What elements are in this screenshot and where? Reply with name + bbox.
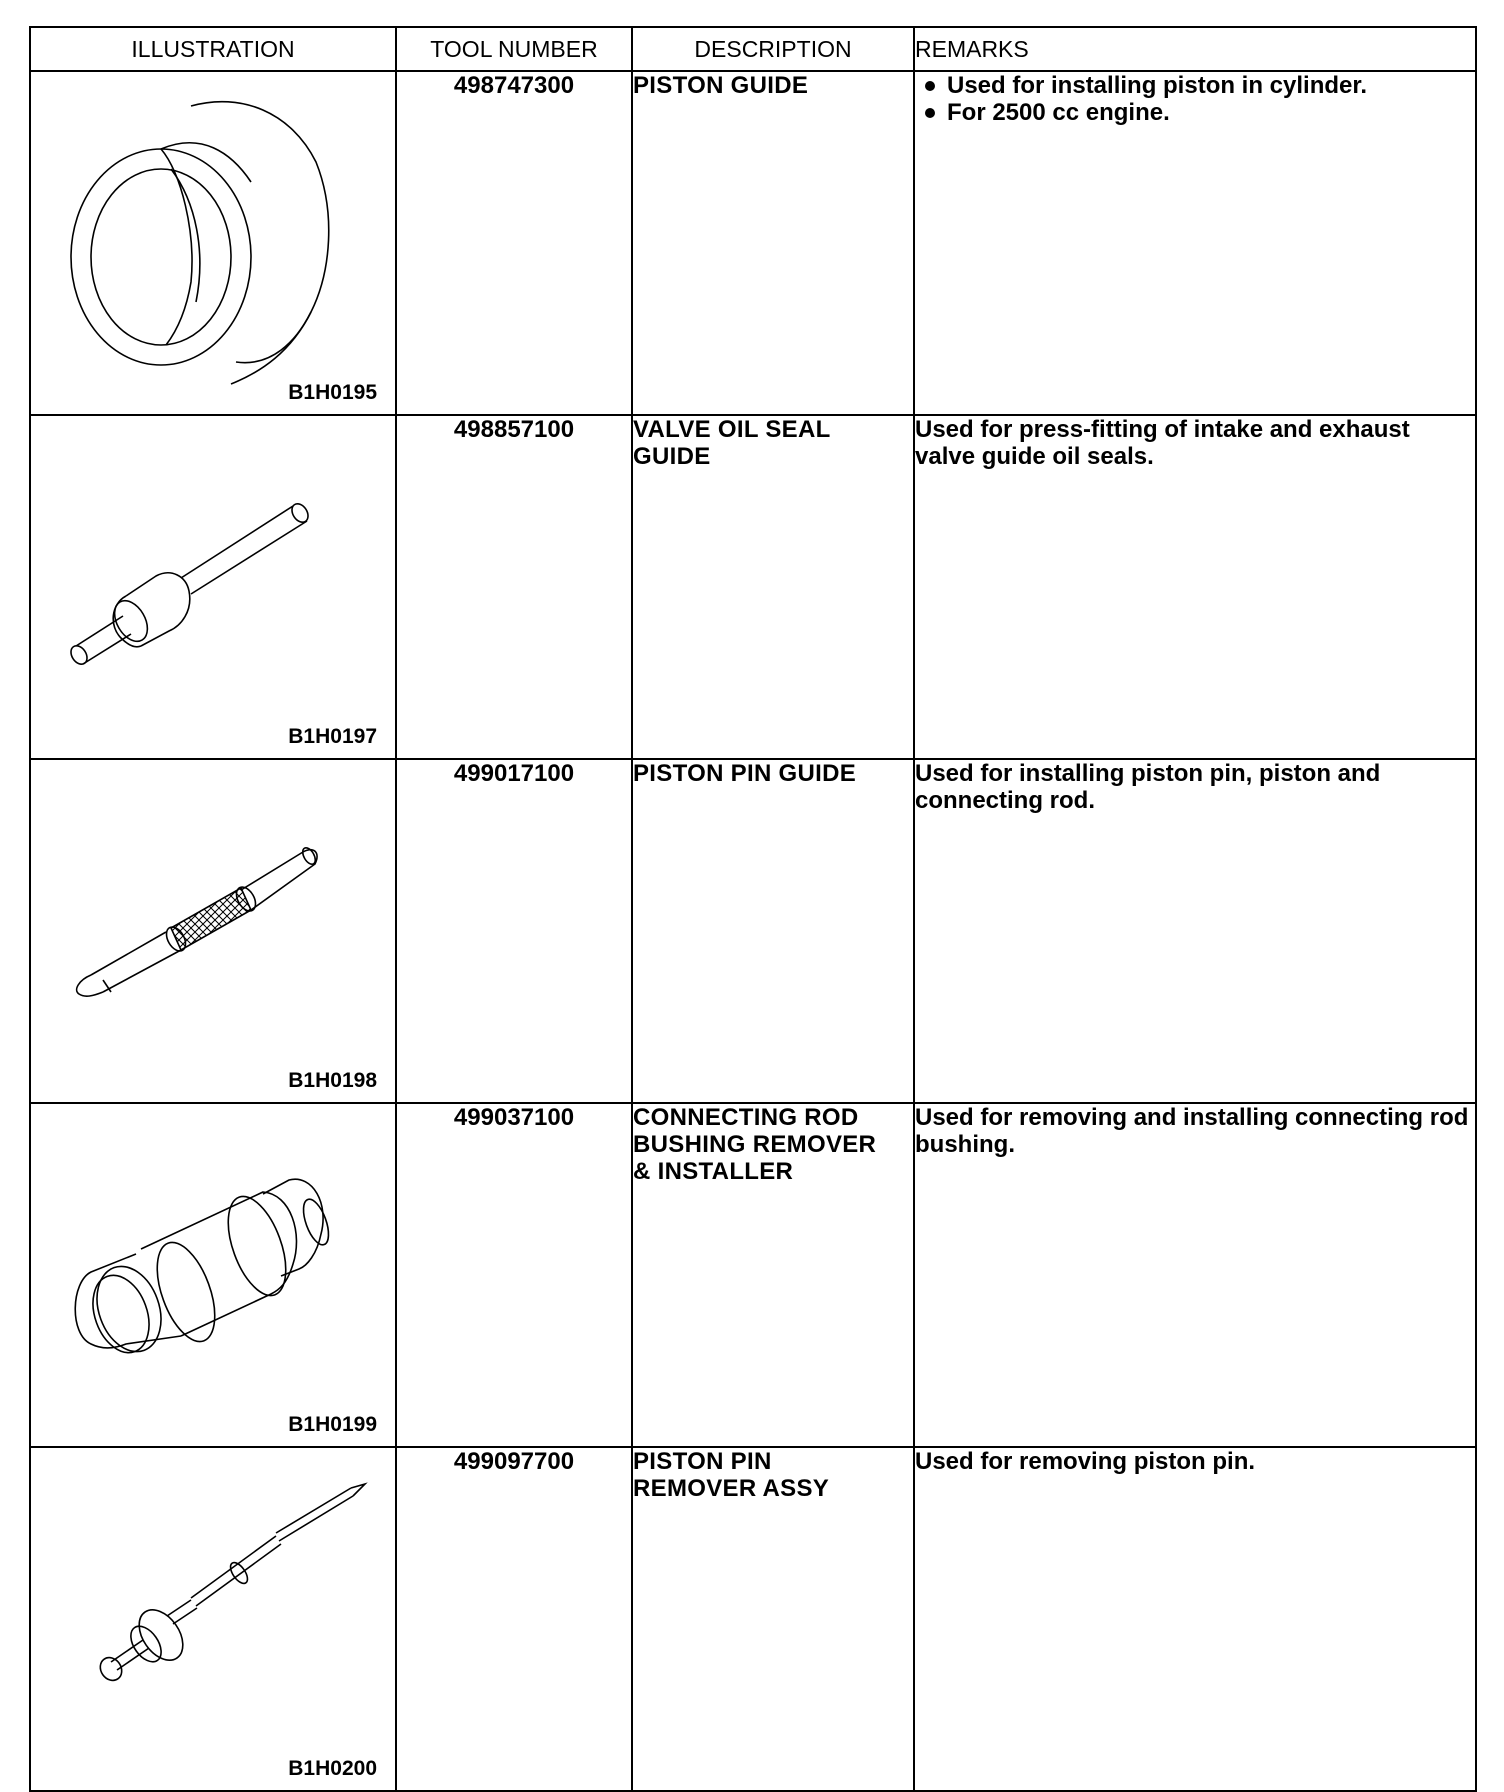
header-illustration: ILLUSTRATION — [30, 27, 396, 71]
remarks-cell — [914, 1103, 1476, 1447]
bullet-icon — [925, 81, 935, 91]
tool-number: 498857100 — [453, 416, 575, 443]
remark-text: Used for removing and installing connecting rod bushing. — [915, 1104, 1469, 1158]
figure-code: B1H0198 — [288, 1069, 377, 1092]
figure-code: B1H0200 — [288, 1757, 377, 1780]
illustration-cell — [30, 759, 396, 1103]
table-row — [30, 1103, 1476, 1447]
valve-oil-seal-guide-icon — [31, 416, 395, 756]
illustration-cell — [30, 71, 396, 415]
tool-description: PISTON GUIDE — [633, 72, 809, 99]
table-row — [30, 415, 1476, 759]
piston-guide-ring-icon — [31, 72, 395, 412]
tool-description: PISTON PIN REMOVER ASSY — [633, 1448, 830, 1502]
description-cell — [632, 415, 914, 759]
header-description: DESCRIPTION — [632, 27, 914, 71]
tool-number: 498747300 — [453, 72, 575, 99]
special-tools-table — [29, 26, 1477, 1792]
remark-text: Used for removing piston pin. — [915, 1448, 1256, 1475]
remark-item: For 2500 cc engine. — [915, 99, 1475, 126]
tool-number-cell — [396, 1103, 632, 1447]
illustration-cell — [30, 1103, 396, 1447]
description-cell — [632, 71, 914, 415]
tool-number: 499097700 — [453, 1448, 575, 1475]
table-row — [30, 71, 1476, 415]
remark-item: Used for installing piston in cylinder. — [915, 72, 1475, 99]
tool-description: CONNECTING ROD BUSHING REMOVER & INSTALLER — [633, 1104, 877, 1185]
description-cell — [632, 1447, 914, 1791]
tool-description: VALVE OIL SEAL GUIDE — [633, 416, 831, 470]
remarks-cell — [914, 759, 1476, 1103]
table-row — [30, 759, 1476, 1103]
tool-number-cell — [396, 1447, 632, 1791]
tool-description: PISTON PIN GUIDE — [633, 760, 857, 787]
illustration-cell — [30, 1447, 396, 1791]
remark-text: Used for installing piston pin, piston and connecting rod. — [915, 760, 1381, 814]
remarks-cell — [914, 71, 1476, 415]
figure-code: B1H0199 — [288, 1413, 377, 1436]
header-tool-number: TOOL NUMBER — [396, 27, 632, 71]
header-remarks: REMARKS — [914, 27, 1476, 71]
remarks-cell — [914, 1447, 1476, 1791]
remarks-list — [915, 72, 1475, 126]
tool-number-cell — [396, 71, 632, 415]
illustration-cell — [30, 415, 396, 759]
table-row — [30, 1447, 1476, 1791]
tool-number: 499017100 — [453, 760, 575, 787]
tool-number: 499037100 — [453, 1104, 575, 1131]
description-cell — [632, 1103, 914, 1447]
description-cell — [632, 759, 914, 1103]
remark-text: Used for press-fitting of intake and exhaust valve guide oil seals. — [915, 416, 1410, 470]
tool-number-cell — [396, 415, 632, 759]
figure-code: B1H0197 — [288, 725, 377, 748]
piston-pin-guide-icon — [31, 760, 395, 1100]
tool-number-cell — [396, 759, 632, 1103]
figure-code: B1H0195 — [288, 381, 377, 404]
table-header-row — [30, 27, 1476, 71]
bullet-icon — [925, 108, 935, 118]
remarks-cell — [914, 415, 1476, 759]
piston-pin-remover-icon — [31, 1448, 395, 1788]
bushing-remover-installer-icon — [31, 1104, 395, 1444]
